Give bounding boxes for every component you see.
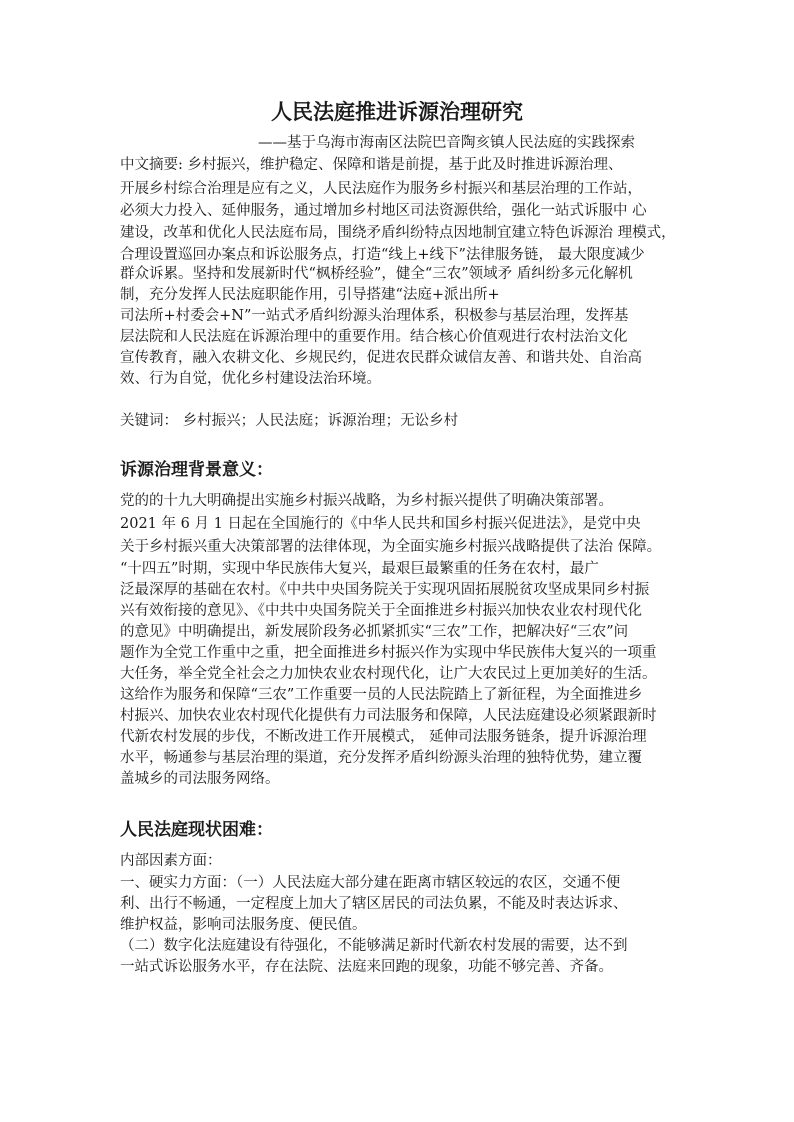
paragraph-line: 水平，畅通参与基层治理的渠道，充分发挥矛盾纠纷源头治理的独特优势，建立覆 xyxy=(120,750,642,766)
abstract-line: 效、行为自觉，优化乡村建设法治环境。 xyxy=(120,371,381,387)
paragraph-line: （二）数字化法庭建设有待强化，不能够满足新时代新农村发展的需要，达不到 xyxy=(120,938,628,954)
paragraph-line: 这给作为服务和保障“三农”工作重要一员的人民法院踏上了新征程，为全面推进乡 xyxy=(120,687,643,703)
section-heading-background: 诉源治理背景意义： xyxy=(120,460,273,480)
paragraph-line: 内部因素方面： xyxy=(120,853,222,869)
paragraph-line: 关于乡村振兴重大决策部署的法律体现，为全面实施乡村振兴战略提供了法治 保障。 xyxy=(120,539,662,555)
keywords-line: 关键词： 乡村振兴；人民法庭；诉源治理；无讼乡村 xyxy=(120,413,459,429)
abstract-line: 开展乡村综合治理是应有之义，人民法庭作为服务乡村振兴和基层治理的工作站， xyxy=(120,181,642,197)
abstract-line: 司法所+村委会+N”一站式矛盾纠纷源头治理体系，积极参与基层治理，发挥基 xyxy=(120,308,629,324)
abstract-line: 制，充分发挥人民法庭职能作用，引导搭建“法庭+派出所+ xyxy=(120,287,500,303)
paragraph-line: 一站式诉讼服务水平，存在法院、法庭来回跑的现象，功能不够完善、齐备。 xyxy=(120,959,613,975)
abstract-line xyxy=(120,156,623,175)
paragraph-line: 村振兴、加快农业农村现代化提供有力司法服务和保障，人民法庭建设必须紧跟新时 xyxy=(120,708,657,724)
paragraph-line: 兴有效衔接的意见》、《中共中央国务院关于全面推进乡村振兴加快农业农村现代化 xyxy=(120,603,642,619)
abstract-line: 群众诉累。坚持和发展新时代“枫桥经验”，健全“三农”领域矛 盾纠纷多元化解机 xyxy=(120,266,633,282)
paragraph-line: 大任务，举全党全社会之力加快农业农村现代化，让广大农民过上更加美好的生活。 xyxy=(120,666,657,682)
document-subtitle: ——基于乌海市海南区法院巴音陶亥镇人民法庭的实践探索 xyxy=(258,135,635,151)
paragraph-line: 2021 年 6 月 1 日起在全国施行的《中华人民共和国乡村振兴促进法》，是党中央 xyxy=(120,516,641,532)
abstract-line: 合理设置巡回办案点和诉讼服务点，打造“线上+线下”法律服务链， 最大限度减少 xyxy=(120,247,645,263)
paragraph-line: 盖城乡的司法服务网络。 xyxy=(120,771,280,787)
document-title: 人民法庭推进诉源治理研究 xyxy=(271,99,523,124)
paragraph-line: 一、硬实力方面：（一）人民法庭大部分建在距离市辖区较远的农区，交通不便 xyxy=(120,875,621,891)
paragraph-line: 利、出行不畅通，一定程度上加大了辖区居民的司法负累，不能及时表达诉求、 xyxy=(120,896,628,912)
abstract-line: 必须大力投入、延伸服务，通过增加乡村地区司法资源供给，强化一站式诉服中 心 xyxy=(120,203,647,219)
section-heading-difficulties: 人民法庭现状困难： xyxy=(120,820,273,840)
paragraph-line: 题作为全党工作重中之重，把全面推进乡村振兴作为实现中华民族伟大复兴的一项重 xyxy=(120,645,657,661)
abstract-line: 建设，改革和优化人民法庭布局，围绕矛盾纠纷特点因地制宜建立特色诉源治 理模式， xyxy=(120,225,676,241)
paragraph-line: 党的的十九大明确提出实施乡村振兴战略，为乡村振兴提供了明确决策部署。 xyxy=(120,493,613,509)
paragraph-line: 的意见》中明确提出，新发展阶段务必抓紧抓实“三农”工作，把解决好“三农”问 xyxy=(120,624,629,640)
paragraph-line: 泛最深厚的基础在农村。《中共中央国务院关于实现巩固拓展脱贫攻坚成果同乡村振 xyxy=(120,582,650,598)
abstract-line: 宣传教育，融入农耕文化、乡规民约，促进农民群众诚信友善、和谐共处、自治高 xyxy=(120,350,642,366)
paragraph-line: 维护权益，影响司法服务度、便民值。 xyxy=(120,917,367,933)
abstract-label: 中文摘要: xyxy=(120,157,183,173)
paragraph-line: 代新农村发展的步伐，不断改进工作开展模式， 延伸司法服务链条，提升诉源治理 xyxy=(120,729,647,745)
abstract-text: 乡村振兴，维护稳定、保障和谐是前提，基于此及时推进诉源治理、 xyxy=(182,157,623,173)
abstract-line: 层法院和人民法庭在诉源治理中的重要作用。结合核心价值观进行农村法治文化 xyxy=(120,329,628,345)
paragraph-line: “十四五”时期，实现中华民族伟大复兴，最艰巨最繁重的任务在农村，最广 xyxy=(120,561,599,577)
